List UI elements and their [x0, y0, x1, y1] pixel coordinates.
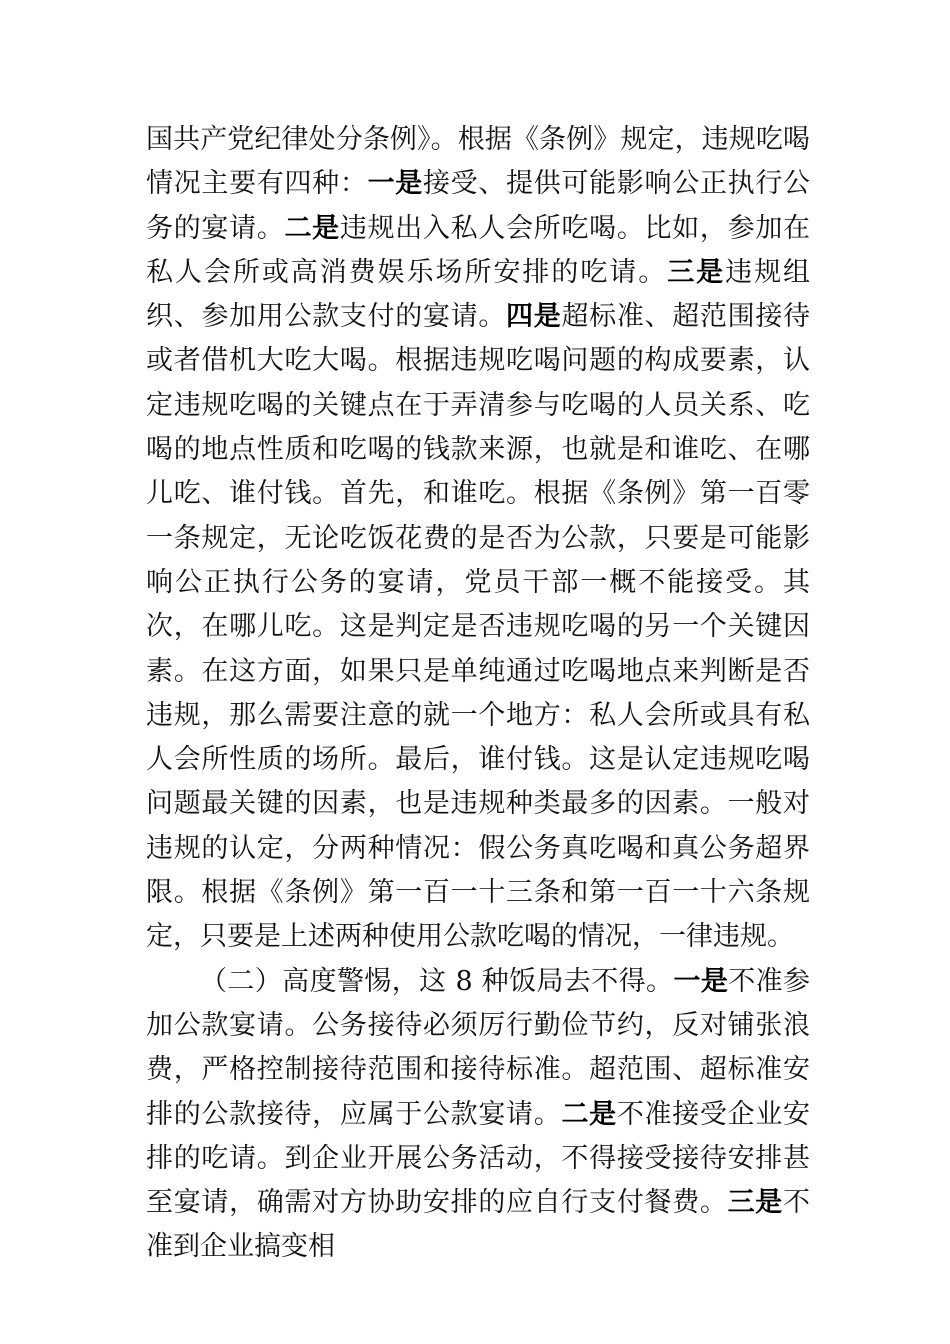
- text-segment: 不准参加公款宴请。公务接待必须厉行勤俭节约，反对铺张浪费，严格控制接待范围和接待标准。超范围、超标准安排的公款接待，应属于公款宴请。: [146, 965, 811, 1130]
- text-segment: 不准接受企业安排的吃请。到企业开展公务活动，不得接受接待安排甚至宴请，确需对方协助安排的应自行支付餐费。: [146, 1098, 811, 1219]
- document-page: [146, 118, 810, 1270]
- paragraph-section-two: [146, 960, 810, 1270]
- bold-lead-fourth: 四是: [506, 301, 562, 333]
- text-segment: 违规出入私人会所吃喝。比如，参加在私人会所或高消费娱乐场所安排的吃请。: [146, 212, 811, 288]
- text-segment: 超标准、超范围接待或者借机大吃大喝。根据违规吃喝问题的构成要素，认定违规吃喝的关键点在于弄清参与吃喝的人员关系、吃喝的地点性质和吃喝的钱款来源，也就是和谁吃、在哪儿吃、谁付钱。首先，和谁吃。根据《条例》第一百零一条规定，无论吃饭花费的是否为公款，只要是可能影响公正执行公务的宴请，党员干部一概不能接受。其次，在哪儿吃。这是判定是否违规吃喝的另一个关键因素。在这方面，如果只是单纯通过吃喝地点来判断是否违规，那么需要注意的就一个地方：私人会所或具有私人会所性质的场所。最后，谁付钱。这是认定违规吃喝问题最关键的因素，也是违规种类最多的因素。一般对违规的认定，分两种情况：假公务真吃喝和真公务超界限。根据《条例》第一百一十三条和第一百一十六条规定，只要是上述两种使用公款吃喝的情况，一律违规。: [146, 301, 811, 953]
- text-segment: 国共产党纪律处分条例》。根据《条例》规定，违规吃喝情况主要有四种：: [146, 124, 810, 200]
- text-segment: 违规组织、参加用公款支付的宴请。: [146, 256, 811, 333]
- section-heading-text: （二）高度警惕，这 8 种饭局去不得。: [200, 965, 674, 997]
- paragraph-continuation: [146, 118, 810, 960]
- text-segment: 接受、提供可能影响公正执行公务的宴请。: [146, 168, 811, 244]
- bold-lead-third: 三是: [727, 1187, 784, 1219]
- text-segment: 不准到企业搞变相: [146, 1187, 811, 1263]
- bold-lead-first: 一是: [673, 965, 729, 997]
- bold-lead-third: 三是: [667, 256, 726, 288]
- bold-lead-first: 一是: [367, 168, 423, 200]
- bold-lead-second: 二是: [561, 1098, 617, 1130]
- bold-lead-second: 二是: [284, 212, 340, 244]
